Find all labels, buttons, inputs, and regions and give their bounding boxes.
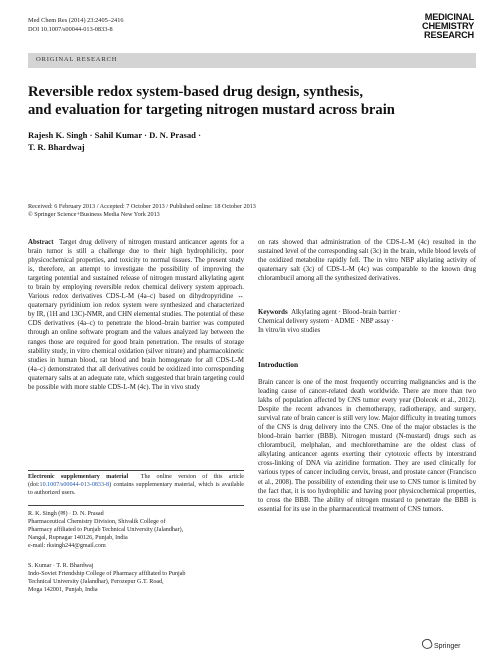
affiliation-divider: [28, 505, 244, 506]
aff2-line-3: Technical University (Jalandhar), Ferozepur G.T. Road,: [28, 578, 164, 585]
footnote-divider: [28, 470, 244, 471]
keywords-line-1: Alkylating agent · Blood–brain barrier ·: [291, 309, 401, 316]
aff1-line-2: Pharmaceutical Chemistry Division, Shivalik College of: [28, 518, 166, 525]
affiliation-1: [28, 511, 244, 551]
aff2-line-4: Moga 142001, Punjab, India: [28, 586, 98, 593]
aff1-line-3: Pharmacy affiliated to Punjab Technical University (Jalandhar),: [28, 526, 184, 533]
authors-line-2: T. R. Bhardwaj: [28, 141, 85, 152]
citation-line: Med Chem Res (2014) 23:2405–2416: [28, 17, 124, 24]
title-line-1: Reversible redox system-based drug design, synthesis,: [28, 84, 363, 100]
abstract-text: Target drug delivery of nitrogen mustard anticancer agents for a brain tumor is still a challenge due to their high hydrophilicity, poor physicochemical properties, and toxicity to normal tissues. The present study is, therefore, an attempt to investigate the possibility of improving the targeting potential and sustained release of nitrogen mustard alkylating agent to brain by employing reversible redox chemical delivery system approach. Various redox derivatives CDS-L-M (4a–c) based on dihydropyridine ↔ quaternary pyridinium ion redox system were synthesized and characterized by IR, (1H and 13C)-NMR, and CHN elemental studies. The potential of these CDS derivatives (4a–c) to penetrate the blood–brain barrier was computed through an online software program and the values analyzed lay between the ranges those are required for good brain penetration. The results of storage stability study, in vitro chemical oxidation (silver nitrate) and pharmacokinetic studies in human blood, rat blood and brain homogenate for all CDS-L-M (4a–c) demonstrated that all derivatives could be oxidized into corresponding quaternary salts at an adequate rate, which suggested that brain targeting could be possible with more stable CDS-L-M (4c). The in vivo study: [28, 239, 245, 391]
abstract-block: [28, 238, 244, 392]
author-list: [28, 130, 476, 153]
keywords-block: [258, 308, 476, 335]
abstract-continued-text: on rats showed that administration of the CDS-L-M (4c) resulted in the sustained level of the corresponding salt (3c) in the brain, while blood levels of the oxidized metabolite rapidly fell. The in vitro NBP alkylating activity of quaternary salt (3c) of CDS-L-M (4c) was comparable to the known drug chlorambucil among all the synthesized derivatives.: [258, 239, 476, 283]
article-dates: [28, 203, 476, 220]
journal-logo: [402, 13, 474, 41]
journal-citation: [28, 16, 124, 34]
introduction-text: [258, 378, 476, 514]
introduction-paragraph: Brain cancer is one of the most frequently occurring malignancies and is the leading cause of cancer-related death worldwide. There are more than two lakhs of population affected by CNS tumor every year (Dolecek et al., 2012). Despite the recent advances in chemotherapy, radiotherapy, and surgery, survival rate of brain cancer is still very low. Major difficulty in treating tumors of the CNS is drug delivery into the CNS. One of the major obstacles is the blood–brain barrier (BBB). Nitrogen mustard (N-mustard) drugs such as chlorambucil, melphalan, and mechlorethamine are the oldest class of alkylating anticancer agents exerting their cytotoxic effects by interstrand cross-linking of DNA via aziridine formation. They are used clinically for various types of cancer including cervix, breast, and prostate cancer (Francisco et al., 2008). The possibility of extending their use to CNS tumor is limited by the fact that, it is too hydrophilic and having poor physicochemical properties, to cross the BBB. The ability of nitrogen mustard to penetrate the BBB is essential for its use in the pharmaceutical treatment of CNS tumors.: [258, 379, 476, 513]
esm-note: [28, 474, 244, 498]
esm-text-2: ) contains supplementary material, which is available to authorized users.: [28, 481, 244, 496]
aff1-authors: R. K. Singh (✉) · D. N. Prasad: [28, 511, 104, 517]
keywords-line-3: In vitro/in vivo studies: [258, 327, 321, 335]
authors-line-1: Rajesh K. Singh · Sahil Kumar · D. N. Prasad ·: [28, 130, 201, 140]
title-line-2: and evaluation for targeting nitrogen mustard across brain: [28, 101, 395, 118]
aff1-line-4: Nangal, Rupnagar 140126, Punjab, India: [28, 534, 128, 541]
aff1-email[interactable]: e-mail: rksingh244@gmail.com: [28, 542, 106, 549]
section-band: [28, 53, 476, 68]
abstract-continued: [258, 238, 476, 283]
aff2-line-2: Indo-Soviet Friendship College of Pharmacy affiliated to Punjab: [28, 570, 186, 577]
article-title: [28, 84, 476, 119]
keywords-line-2: Chemical delivery system · ADME · NBP assay ·: [258, 318, 394, 326]
esm-doi-link[interactable]: 10.1007/s00044-013-0833-8: [39, 481, 110, 488]
springer-horse-icon: [421, 638, 434, 651]
abstract-label: Abstract: [28, 239, 54, 246]
esm-text-1: The online version of this article (doi:: [28, 474, 245, 488]
introduction-heading: Introduction: [258, 360, 299, 369]
logo-line-2: CHEMISTRY: [422, 21, 474, 32]
affiliation-2: [28, 563, 244, 595]
publisher-name: Springer: [434, 643, 461, 650]
logo-line-3: RESEARCH: [424, 30, 474, 41]
keywords-label: Keywords: [258, 309, 288, 316]
esm-label: Electronic supplementary material: [28, 474, 129, 480]
aff2-authors: S. Kumar · T. R. Bhardwaj: [28, 563, 94, 569]
section-label: ORIGINAL RESEARCH: [36, 56, 118, 63]
doi-line: DOI 10.1007/s00044-013-0833-8: [28, 26, 113, 33]
copyright-line: © Springer Science+Business Media New York 2013: [28, 211, 160, 219]
logo-line-1: MEDICINAL: [424, 12, 474, 22]
dates-line-1: Received: 6 February 2013 / Accepted: 7 October 2013 / Published online: 18 October 2013: [28, 203, 256, 210]
publisher-mark: [422, 639, 460, 650]
